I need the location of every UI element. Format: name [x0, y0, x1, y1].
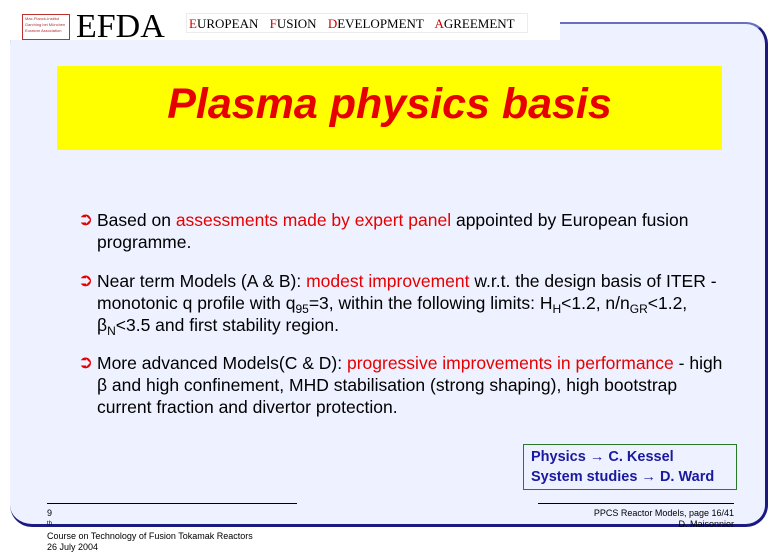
credit-label: System studies: [531, 469, 638, 485]
subscript: GR: [629, 302, 648, 316]
text-part: appointed by European fusion programme.: [97, 210, 689, 252]
credit-system-studies: [531, 467, 736, 487]
agreement-banner: [186, 13, 528, 33]
arrow-right-icon: →: [641, 469, 656, 485]
highlight: assessments made by expert panel: [175, 210, 452, 230]
institute-logo: [22, 14, 70, 40]
bullet-text: [97, 352, 728, 418]
ordinal-suffix: th: [47, 521, 53, 527]
right-arrow-circle-icon: ➲: [78, 209, 94, 230]
credit-physics: [531, 447, 736, 467]
initial: D: [327, 16, 338, 31]
org-name: EFDA: [76, 8, 165, 45]
credit-person: D. Ward: [659, 469, 715, 485]
text-part: - high β and high confinement, MHD stabilisation (strong shaping), high bootstrap current fraction and divertor protection.: [97, 353, 723, 417]
logo-line-1: Max-Planck-Institut: [25, 16, 60, 21]
arrow-right-icon: →: [589, 449, 605, 465]
agreement-word-agreement: [434, 16, 514, 31]
bullet-expert-panel: [78, 209, 728, 253]
bullet-advanced-models: [78, 352, 728, 418]
text-part: Based on: [97, 210, 176, 230]
rest: UROPEAN: [196, 16, 259, 31]
text-part: <1.2, n/n: [561, 293, 630, 313]
bullet-text: [97, 209, 728, 253]
rest: EVELOPMENT: [337, 16, 424, 31]
bullet-near-term-models: [78, 270, 728, 336]
text-part: <3.5 and first stability region.: [115, 315, 339, 335]
footer-author: D. Maisonnier: [678, 519, 734, 529]
text-part: Near term Models (A & B):: [97, 271, 307, 291]
right-arrow-circle-icon: ➲: [78, 352, 94, 373]
credit-label: Physics: [531, 449, 586, 465]
course-name: Course on Technology of Fusion Tokamak Reactors: [47, 531, 253, 541]
right-arrow-circle-icon: ➲: [78, 270, 94, 291]
initial: E: [189, 16, 197, 31]
footer-page-number: PPCS Reactor Models, page 16/41: [593, 508, 734, 518]
footer-date: 26 July 2004: [47, 542, 99, 552]
subscript: H: [552, 302, 562, 316]
highlight: progressive improvements in performance: [346, 353, 674, 373]
slide-title: Plasma physics basis: [167, 80, 612, 128]
footer-course-info: [47, 508, 253, 553]
footer-rule-right: [538, 503, 734, 504]
agreement-word-development: [328, 16, 424, 31]
highlight: modest improvement: [306, 271, 470, 291]
text-part: More advanced Models(C & D):: [97, 353, 347, 373]
rest: GREEMENT: [443, 16, 515, 31]
footer-page-info: [594, 508, 734, 530]
rest: USION: [276, 16, 317, 31]
logo-line-3: Euratom Association: [25, 28, 62, 33]
footer-rule-left: [47, 503, 297, 504]
text-part: w.r.t. the design basis of ITER - monotonic q profile with q: [97, 271, 717, 313]
initial: A: [434, 16, 444, 31]
text-part: =3, within the following limits: H: [308, 293, 553, 313]
bullet-text: [97, 270, 728, 336]
initial: F: [269, 16, 277, 31]
agreement-word-european: [189, 16, 258, 31]
footer-course-title: [47, 508, 253, 542]
text-part: <1.2, β: [97, 293, 688, 335]
credits-box: [523, 444, 737, 490]
subscript: 95: [295, 302, 309, 316]
ordinal-number: 9: [47, 508, 53, 518]
credit-person: C. Kessel: [608, 449, 674, 465]
subscript: N: [107, 324, 116, 338]
agreement-word-fusion: [270, 16, 317, 31]
logo-line-2: Garching bei München: [25, 22, 66, 27]
